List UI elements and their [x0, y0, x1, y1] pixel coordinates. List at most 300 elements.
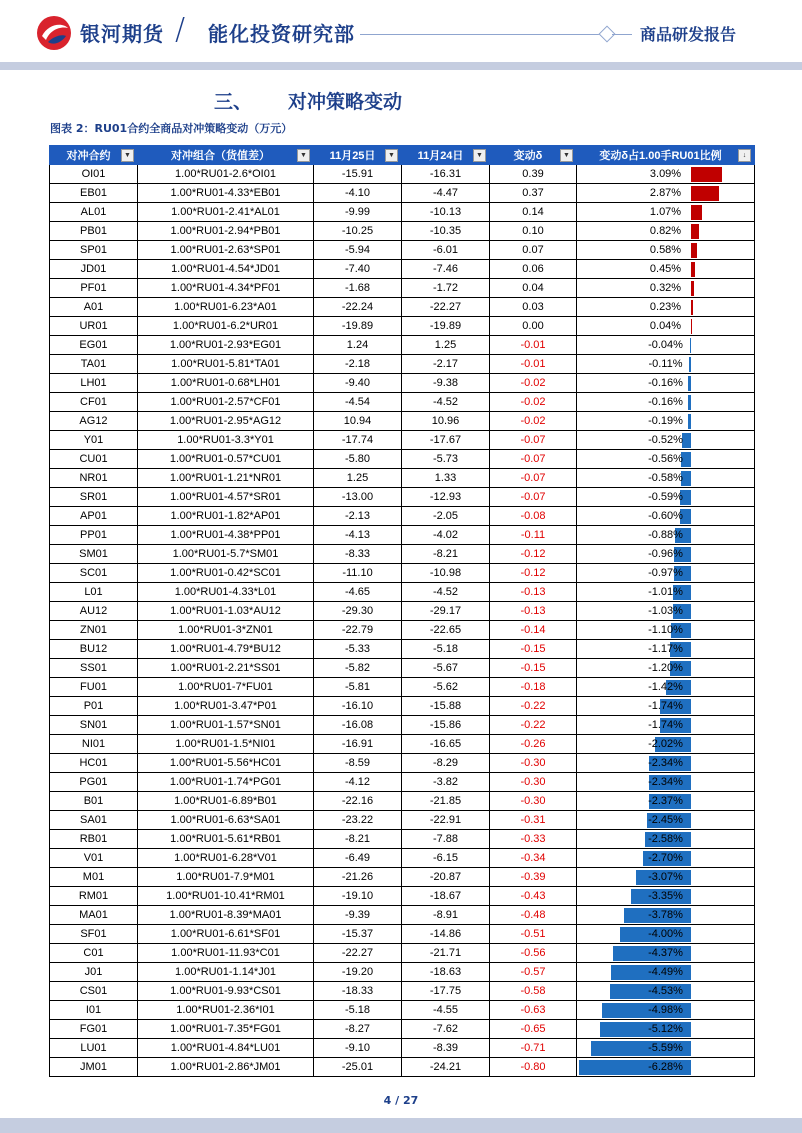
- cell-nov24: -4.55: [402, 1001, 490, 1020]
- cell-nov24: -4.52: [402, 393, 490, 412]
- ratio-bar: [691, 262, 695, 277]
- ratio-label: -0.97%: [648, 567, 683, 579]
- cell-combo: 1.00*RU01-2.41*AL01: [138, 203, 314, 222]
- column-header-label: 对冲组合（货值差）: [171, 150, 270, 162]
- cell-nov24: -22.91: [402, 811, 490, 830]
- cell-ratio: [577, 716, 755, 735]
- cell-nov24: 10.96: [402, 412, 490, 431]
- filter-dropdown-icon[interactable]: ▼: [385, 149, 398, 162]
- table-row: [50, 336, 755, 355]
- cell-ratio: [577, 298, 755, 317]
- cell-combo: 1.00*RU01-11.93*C01: [138, 944, 314, 963]
- cell-ratio: [577, 944, 755, 963]
- cell-contract: JM01: [50, 1058, 138, 1077]
- table-row: [50, 507, 755, 526]
- ratio-label: -1.42%: [648, 681, 683, 693]
- cell-nov24: -16.31: [402, 165, 490, 184]
- cell-nov24: -10.98: [402, 564, 490, 583]
- ratio-label: -3.07%: [648, 871, 683, 883]
- cell-nov24: -16.65: [402, 735, 490, 754]
- table-row: [50, 469, 755, 488]
- cell-combo: 1.00*RU01-10.41*RM01: [138, 887, 314, 906]
- cell-contract: EB01: [50, 184, 138, 203]
- table-row: [50, 925, 755, 944]
- cell-combo: 1.00*RU01-5.7*SM01: [138, 545, 314, 564]
- cell-nov25: -22.79: [314, 621, 402, 640]
- cell-delta: -0.07: [490, 488, 577, 507]
- cell-nov24: -17.67: [402, 431, 490, 450]
- cell-ratio: [577, 982, 755, 1001]
- cell-contract: FG01: [50, 1020, 138, 1039]
- ratio-label: -1.10%: [648, 624, 683, 636]
- ratio-label: -1.17%: [648, 643, 683, 655]
- cell-ratio: [577, 488, 755, 507]
- table-row: [50, 241, 755, 260]
- cell-nov24: -2.17: [402, 355, 490, 374]
- cell-combo: 1.00*RU01-2.6*OI01: [138, 165, 314, 184]
- cell-nov25: -4.65: [314, 583, 402, 602]
- cell-delta: -0.01: [490, 355, 577, 374]
- cell-nov25: -21.26: [314, 868, 402, 887]
- table-row: [50, 1039, 755, 1058]
- cell-combo: 1.00*RU01-5.61*RB01: [138, 830, 314, 849]
- cell-contract: EG01: [50, 336, 138, 355]
- cell-nov25: -9.10: [314, 1039, 402, 1058]
- table-row: [50, 621, 755, 640]
- cell-nov25: -19.89: [314, 317, 402, 336]
- galaxy-logo-icon: [34, 14, 74, 52]
- ratio-label: -0.16%: [648, 377, 683, 389]
- cell-combo: 1.00*RU01-1.57*SN01: [138, 716, 314, 735]
- cell-combo: 1.00*RU01-0.42*SC01: [138, 564, 314, 583]
- cell-contract: Y01: [50, 431, 138, 450]
- cell-combo: 1.00*RU01-8.39*MA01: [138, 906, 314, 925]
- cell-delta: -0.80: [490, 1058, 577, 1077]
- cell-combo: 1.00*RU01-6.2*UR01: [138, 317, 314, 336]
- cell-delta: -0.39: [490, 868, 577, 887]
- cell-combo: 1.00*RU01-2.95*AG12: [138, 412, 314, 431]
- page-header: [0, 0, 802, 68]
- cell-delta: 0.39: [490, 165, 577, 184]
- cell-nov25: -5.94: [314, 241, 402, 260]
- cell-contract: RB01: [50, 830, 138, 849]
- cell-combo: 1.00*RU01-1.74*PG01: [138, 773, 314, 792]
- cell-delta: 0.00: [490, 317, 577, 336]
- cell-ratio: [577, 887, 755, 906]
- ratio-label: -5.59%: [648, 1042, 683, 1054]
- cell-combo: 1.00*RU01-4.84*LU01: [138, 1039, 314, 1058]
- cell-combo: 1.00*RU01-6.61*SF01: [138, 925, 314, 944]
- cell-contract: SM01: [50, 545, 138, 564]
- cell-nov25: -10.25: [314, 222, 402, 241]
- table-row: [50, 203, 755, 222]
- cell-nov24: -7.62: [402, 1020, 490, 1039]
- cell-nov24: -9.38: [402, 374, 490, 393]
- cell-delta: -0.30: [490, 792, 577, 811]
- cell-contract: CF01: [50, 393, 138, 412]
- column-header-combo[interactable]: [138, 146, 314, 165]
- cell-ratio: [577, 1058, 755, 1077]
- cell-delta: -0.15: [490, 659, 577, 678]
- cell-nov24: -14.86: [402, 925, 490, 944]
- header-decoration-line-short: [612, 34, 632, 35]
- cell-combo: 1.00*RU01-4.54*JD01: [138, 260, 314, 279]
- ratio-label: -2.45%: [648, 814, 683, 826]
- cell-combo: 1.00*RU01-5.56*HC01: [138, 754, 314, 773]
- cell-contract: PP01: [50, 526, 138, 545]
- ratio-label: -3.35%: [648, 890, 683, 902]
- cell-ratio: [577, 260, 755, 279]
- ratio-label: -1.74%: [648, 719, 683, 731]
- ratio-bar: [691, 300, 693, 315]
- table-row: [50, 602, 755, 621]
- hedge-table-container: [49, 145, 754, 1077]
- ratio-bar: [689, 357, 691, 372]
- cell-nov24: -6.15: [402, 849, 490, 868]
- cell-ratio: [577, 165, 755, 184]
- column-header-contract[interactable]: [50, 146, 138, 165]
- column-header-label: 变动δ占1.00手RU01比例: [599, 150, 722, 162]
- cell-ratio: [577, 374, 755, 393]
- cell-nov24: -5.67: [402, 659, 490, 678]
- ratio-bar: [688, 395, 691, 410]
- cell-delta: 0.03: [490, 298, 577, 317]
- cell-delta: -0.13: [490, 583, 577, 602]
- filter-dropdown-icon[interactable]: ▼: [560, 149, 573, 162]
- cell-nov24: -5.18: [402, 640, 490, 659]
- cell-contract: J01: [50, 963, 138, 982]
- ratio-bar: [688, 376, 691, 391]
- table-row: [50, 488, 755, 507]
- cell-contract: LH01: [50, 374, 138, 393]
- section-title: [214, 87, 402, 114]
- cell-contract: AG12: [50, 412, 138, 431]
- cell-ratio: [577, 431, 755, 450]
- cell-nov25: -15.91: [314, 165, 402, 184]
- ratio-label: -0.59%: [648, 491, 683, 503]
- cell-contract: BU12: [50, 640, 138, 659]
- cell-delta: -0.14: [490, 621, 577, 640]
- cell-contract: CS01: [50, 982, 138, 1001]
- hedge-strategy-table: [49, 145, 755, 1077]
- cell-contract: I01: [50, 1001, 138, 1020]
- table-row: [50, 450, 755, 469]
- cell-delta: -0.13: [490, 602, 577, 621]
- cell-contract: NI01: [50, 735, 138, 754]
- cell-delta: -0.22: [490, 697, 577, 716]
- cell-delta: 0.14: [490, 203, 577, 222]
- cell-delta: -0.31: [490, 811, 577, 830]
- cell-contract: PF01: [50, 279, 138, 298]
- cell-nov24: -22.65: [402, 621, 490, 640]
- filter-dropdown-icon[interactable]: ▼: [473, 149, 486, 162]
- table-row: [50, 355, 755, 374]
- ratio-label: 3.09%: [649, 168, 682, 180]
- cell-nov25: -4.12: [314, 773, 402, 792]
- filter-dropdown-icon[interactable]: ▼: [121, 149, 134, 162]
- cell-nov25: -1.68: [314, 279, 402, 298]
- ratio-label: -2.37%: [648, 795, 683, 807]
- column-header-label: 对冲合约: [66, 150, 111, 162]
- cell-delta: 0.06: [490, 260, 577, 279]
- cell-contract: AL01: [50, 203, 138, 222]
- cell-nov25: -4.13: [314, 526, 402, 545]
- cell-contract: SS01: [50, 659, 138, 678]
- cell-nov24: -10.13: [402, 203, 490, 222]
- cell-combo: 1.00*RU01-7*FU01: [138, 678, 314, 697]
- cell-nov24: -21.85: [402, 792, 490, 811]
- cell-nov24: -12.93: [402, 488, 490, 507]
- cell-ratio: [577, 317, 755, 336]
- cell-delta: -0.07: [490, 469, 577, 488]
- cell-ratio: [577, 792, 755, 811]
- table-row: [50, 849, 755, 868]
- ratio-label: 0.23%: [649, 301, 682, 313]
- cell-nov25: -5.18: [314, 1001, 402, 1020]
- cell-ratio: [577, 1001, 755, 1020]
- sort-descending-icon[interactable]: ↓: [738, 149, 751, 162]
- cell-contract: JD01: [50, 260, 138, 279]
- cell-nov24: -24.21: [402, 1058, 490, 1077]
- cell-combo: 1.00*RU01-2.86*JM01: [138, 1058, 314, 1077]
- cell-ratio: [577, 773, 755, 792]
- table-row: [50, 830, 755, 849]
- cell-contract: SC01: [50, 564, 138, 583]
- table-row: [50, 412, 755, 431]
- table-caption: 图表 2：RU01合约全商品对冲策略变动（万元）: [50, 122, 293, 135]
- cell-combo: 1.00*RU01-9.93*CS01: [138, 982, 314, 1001]
- ratio-label: 2.87%: [649, 187, 682, 199]
- cell-nov25: -8.33: [314, 545, 402, 564]
- cell-nov24: -22.27: [402, 298, 490, 317]
- cell-delta: -0.58: [490, 982, 577, 1001]
- cell-nov24: 1.33: [402, 469, 490, 488]
- table-row: [50, 963, 755, 982]
- cell-contract: M01: [50, 868, 138, 887]
- column-header-label: 11月25日: [329, 150, 376, 162]
- ratio-bar: [691, 281, 694, 296]
- ratio-label: -2.02%: [648, 738, 683, 750]
- ratio-label: -2.70%: [648, 852, 683, 864]
- cell-combo: 1.00*RU01-0.57*CU01: [138, 450, 314, 469]
- cell-delta: -0.07: [490, 431, 577, 450]
- cell-ratio: [577, 412, 755, 431]
- cell-contract: SF01: [50, 925, 138, 944]
- cell-nov25: -5.80: [314, 450, 402, 469]
- cell-nov24: -19.89: [402, 317, 490, 336]
- cell-delta: -0.12: [490, 545, 577, 564]
- table-row: [50, 184, 755, 203]
- cell-delta: -0.65: [490, 1020, 577, 1039]
- cell-ratio: [577, 450, 755, 469]
- ratio-bar: [691, 167, 722, 182]
- cell-nov24: -20.87: [402, 868, 490, 887]
- cell-nov24: -17.75: [402, 982, 490, 1001]
- cell-nov24: -6.01: [402, 241, 490, 260]
- cell-nov25: -15.37: [314, 925, 402, 944]
- ratio-bar: [691, 243, 697, 258]
- cell-ratio: [577, 735, 755, 754]
- ratio-label: 0.32%: [649, 282, 682, 294]
- table-row: [50, 640, 755, 659]
- cell-ratio: [577, 659, 755, 678]
- cell-contract: ZN01: [50, 621, 138, 640]
- ratio-label: -4.49%: [648, 966, 683, 978]
- cell-ratio: [577, 184, 755, 203]
- cell-ratio: [577, 507, 755, 526]
- cell-combo: 1.00*RU01-3*ZN01: [138, 621, 314, 640]
- cell-nov24: -4.02: [402, 526, 490, 545]
- cell-nov25: -8.27: [314, 1020, 402, 1039]
- cell-nov25: -16.08: [314, 716, 402, 735]
- cell-delta: -0.11: [490, 526, 577, 545]
- cell-contract: B01: [50, 792, 138, 811]
- cell-nov24: -7.46: [402, 260, 490, 279]
- ratio-label: -5.12%: [648, 1023, 683, 1035]
- cell-contract: RM01: [50, 887, 138, 906]
- cell-nov24: -8.39: [402, 1039, 490, 1058]
- cell-contract: C01: [50, 944, 138, 963]
- column-header-label: 变动δ: [513, 150, 543, 162]
- cell-nov24: -18.63: [402, 963, 490, 982]
- cell-ratio: [577, 621, 755, 640]
- table-row: [50, 982, 755, 1001]
- ratio-label: -4.37%: [648, 947, 683, 959]
- cell-nov24: -8.21: [402, 545, 490, 564]
- filter-dropdown-icon[interactable]: ▼: [297, 149, 310, 162]
- table-row: [50, 393, 755, 412]
- ratio-label: 0.82%: [649, 225, 682, 237]
- ratio-bar: [691, 224, 699, 239]
- cell-ratio: [577, 545, 755, 564]
- cell-contract: MA01: [50, 906, 138, 925]
- cell-nov24: -7.88: [402, 830, 490, 849]
- ratio-label: -0.88%: [648, 529, 683, 541]
- ratio-label: -0.58%: [648, 472, 683, 484]
- cell-delta: -0.07: [490, 450, 577, 469]
- column-header-delta[interactable]: [490, 146, 577, 165]
- cell-combo: 1.00*RU01-1.14*J01: [138, 963, 314, 982]
- ratio-label: -0.19%: [648, 415, 683, 427]
- cell-contract: AU12: [50, 602, 138, 621]
- ratio-label: -6.28%: [648, 1061, 683, 1073]
- table-row: [50, 1020, 755, 1039]
- cell-nov25: -5.81: [314, 678, 402, 697]
- table-row: [50, 583, 755, 602]
- ratio-label: -0.60%: [648, 510, 683, 522]
- cell-combo: 1.00*RU01-2.21*SS01: [138, 659, 314, 678]
- table-row: [50, 811, 755, 830]
- cell-ratio: [577, 849, 755, 868]
- cell-combo: 1.00*RU01-1.03*AU12: [138, 602, 314, 621]
- cell-nov25: -25.01: [314, 1058, 402, 1077]
- cell-nov25: -22.16: [314, 792, 402, 811]
- cell-nov25: -22.24: [314, 298, 402, 317]
- ratio-bar: [690, 338, 691, 353]
- column-header-ratio[interactable]: [577, 146, 755, 165]
- cell-ratio: [577, 811, 755, 830]
- cell-ratio: [577, 564, 755, 583]
- cell-nov24: -4.47: [402, 184, 490, 203]
- cell-contract: FU01: [50, 678, 138, 697]
- table-row: [50, 260, 755, 279]
- cell-nov25: -4.10: [314, 184, 402, 203]
- cell-contract: NR01: [50, 469, 138, 488]
- cell-nov24: -5.73: [402, 450, 490, 469]
- table-row: [50, 773, 755, 792]
- cell-ratio: [577, 526, 755, 545]
- table-row: [50, 678, 755, 697]
- column-header-nov25[interactable]: [314, 146, 402, 165]
- cell-combo: 1.00*RU01-2.36*I01: [138, 1001, 314, 1020]
- cell-nov24: 1.25: [402, 336, 490, 355]
- cell-delta: -0.71: [490, 1039, 577, 1058]
- ratio-label: -1.01%: [648, 586, 683, 598]
- cell-delta: -0.18: [490, 678, 577, 697]
- header-bar: [0, 62, 802, 70]
- table-row: [50, 526, 755, 545]
- cell-contract: SR01: [50, 488, 138, 507]
- cell-nov25: 1.25: [314, 469, 402, 488]
- cell-ratio: [577, 336, 755, 355]
- cell-combo: 1.00*RU01-7.35*FG01: [138, 1020, 314, 1039]
- ratio-label: 0.45%: [649, 263, 682, 275]
- cell-ratio: [577, 830, 755, 849]
- cell-ratio: [577, 583, 755, 602]
- ratio-bar: [691, 186, 719, 201]
- cell-combo: 1.00*RU01-7.9*M01: [138, 868, 314, 887]
- header-divider: /: [175, 12, 186, 47]
- cell-contract: P01: [50, 697, 138, 716]
- cell-delta: -0.15: [490, 640, 577, 659]
- table-row: [50, 1001, 755, 1020]
- cell-nov25: -11.10: [314, 564, 402, 583]
- ratio-label: -0.96%: [648, 548, 683, 560]
- cell-combo: 1.00*RU01-6.89*B01: [138, 792, 314, 811]
- table-row: [50, 374, 755, 393]
- cell-delta: -0.02: [490, 393, 577, 412]
- cell-ratio: [577, 1039, 755, 1058]
- cell-nov24: -2.05: [402, 507, 490, 526]
- cell-contract: HC01: [50, 754, 138, 773]
- table-row: [50, 659, 755, 678]
- cell-nov25: -9.99: [314, 203, 402, 222]
- ratio-label: 0.04%: [649, 320, 682, 332]
- cell-nov24: -29.17: [402, 602, 490, 621]
- column-header-nov24[interactable]: [402, 146, 490, 165]
- cell-nov24: -8.29: [402, 754, 490, 773]
- report-type: 商品研发报告: [640, 25, 737, 44]
- cell-nov25: -8.59: [314, 754, 402, 773]
- cell-ratio: [577, 222, 755, 241]
- brand-name: 银河期货: [80, 22, 164, 46]
- cell-nov24: -15.86: [402, 716, 490, 735]
- ratio-label: -0.11%: [648, 358, 683, 370]
- cell-contract: TA01: [50, 355, 138, 374]
- cell-ratio: [577, 640, 755, 659]
- table-row: [50, 317, 755, 336]
- cell-ratio: [577, 203, 755, 222]
- cell-nov25: -6.49: [314, 849, 402, 868]
- cell-nov24: -3.82: [402, 773, 490, 792]
- ratio-bar: [691, 319, 692, 334]
- cell-nov25: -19.20: [314, 963, 402, 982]
- table-body: [50, 165, 755, 1077]
- cell-nov25: -22.27: [314, 944, 402, 963]
- cell-nov24: -5.62: [402, 678, 490, 697]
- section-heading: 对冲策略变动: [288, 91, 403, 113]
- cell-contract: SN01: [50, 716, 138, 735]
